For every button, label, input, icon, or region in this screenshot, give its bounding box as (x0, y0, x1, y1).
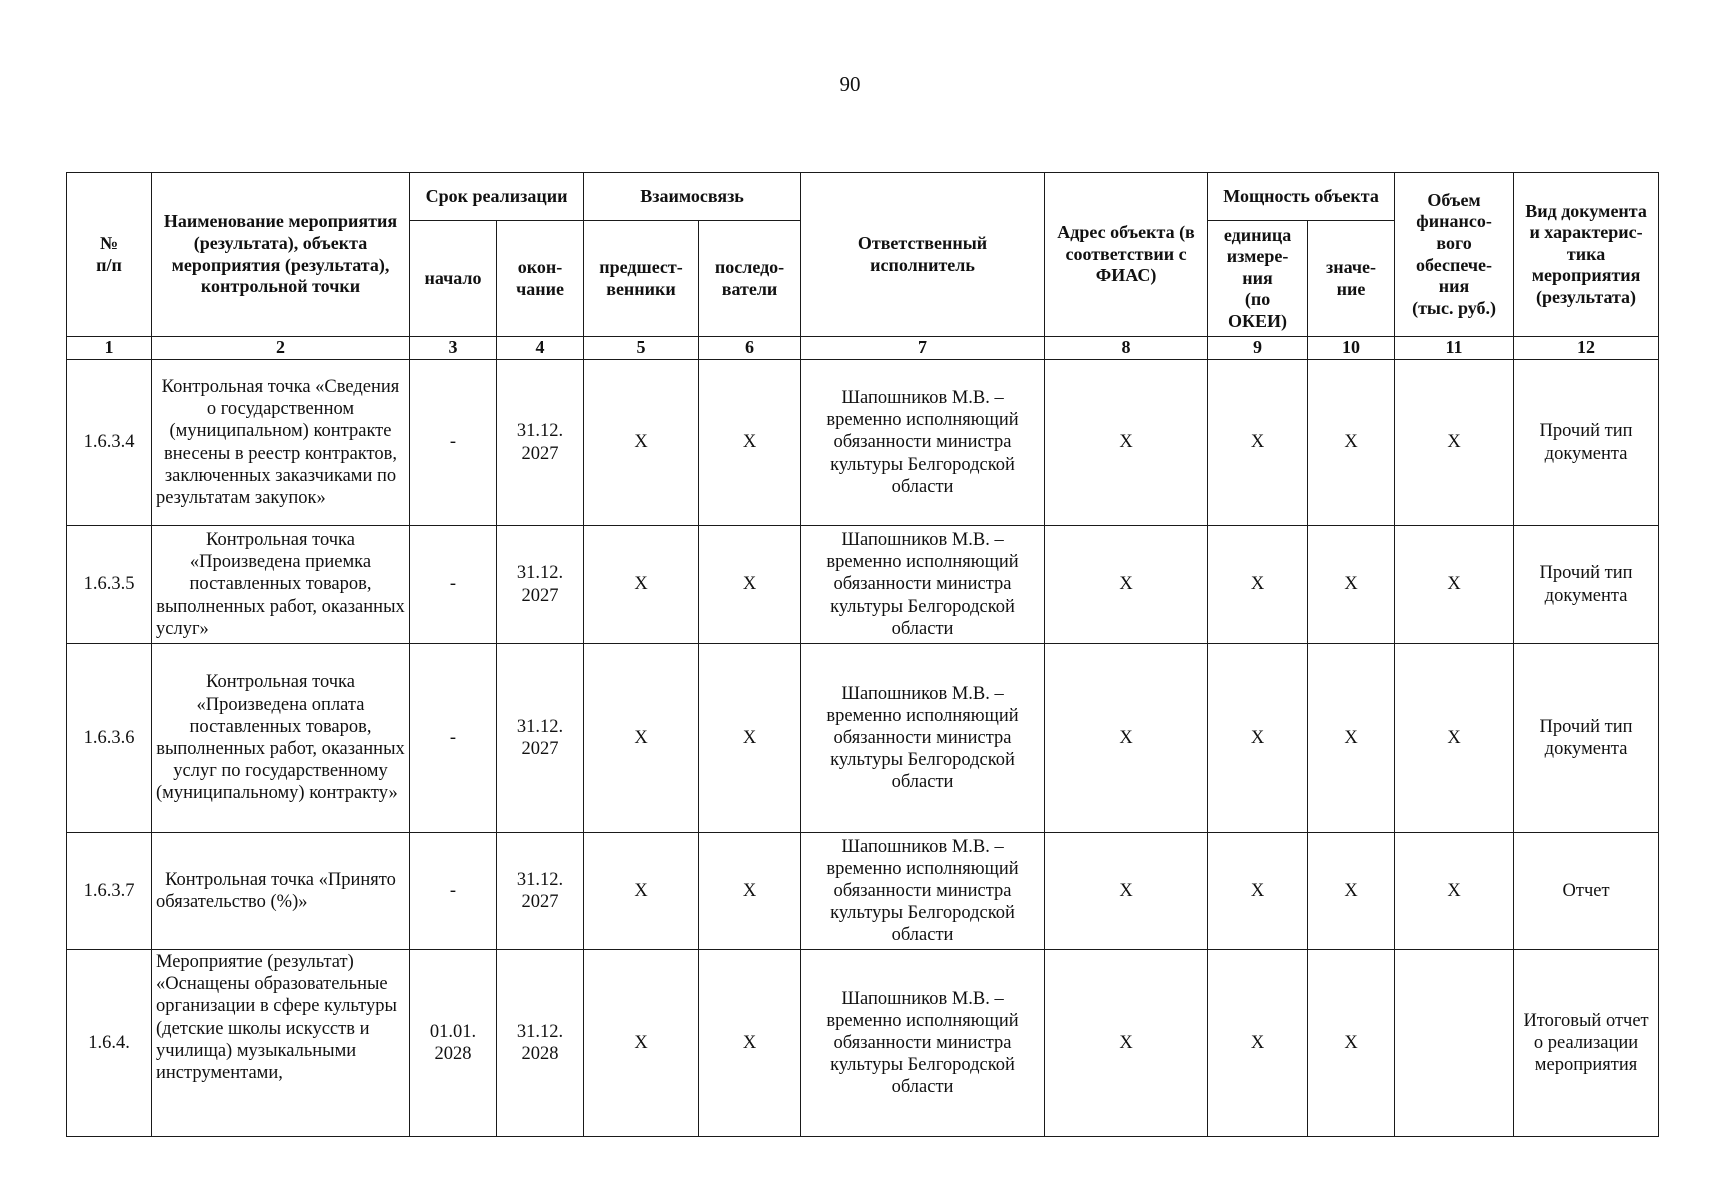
row-address: Х (1045, 526, 1208, 644)
row-unit: Х (1208, 360, 1308, 526)
column-number: 12 (1514, 337, 1659, 360)
row-doc-type: Прочий тип документа (1514, 644, 1659, 833)
row-predecessors: Х (584, 644, 699, 833)
row-doc-type: Прочий тип документа (1514, 360, 1659, 526)
row-start: - (410, 833, 497, 950)
table-row (67, 360, 1659, 526)
row-end: 31.12. 2027 (497, 833, 584, 950)
row-address: Х (1045, 950, 1208, 1137)
row-responsible: Шапошников М.В. – временно исполняющий обязанности министра культуры Белгородской области (801, 644, 1045, 833)
row-number: 1.6.3.4 (67, 360, 152, 526)
header-row-1 (67, 173, 1659, 221)
header-capacity-value: значе- ние (1308, 221, 1395, 337)
row-address: Х (1045, 644, 1208, 833)
row-finance (1395, 950, 1514, 1137)
row-value: Х (1308, 360, 1395, 526)
column-number: 11 (1395, 337, 1514, 360)
row-value: Х (1308, 950, 1395, 1137)
row-finance: Х (1395, 526, 1514, 644)
header-responsible: Ответственный исполнитель (801, 173, 1045, 337)
row-responsible: Шапошников М.В. – временно исполняющий обязанности министра культуры Белгородской области (801, 526, 1045, 644)
row-finance: Х (1395, 360, 1514, 526)
column-number: 6 (699, 337, 801, 360)
header-finance: Объем финансо- вого обеспече- ния (тыс. руб.) (1395, 173, 1514, 337)
header-period: Срок реализации (410, 173, 584, 221)
table-row (67, 526, 1659, 644)
row-predecessors: Х (584, 950, 699, 1137)
header-period-start: начало (410, 221, 497, 337)
row-name: Контрольная точка «Сведения о государственном (муниципальном) контракте внесены в реестр контрактов, заключенных заказчиками по результатам закупок» (152, 360, 410, 526)
row-unit: Х (1208, 526, 1308, 644)
row-value: Х (1308, 526, 1395, 644)
column-number: 8 (1045, 337, 1208, 360)
row-successors: Х (699, 833, 801, 950)
row-number: 1.6.3.5 (67, 526, 152, 644)
row-responsible: Шапошников М.В. – временно исполняющий обязанности министра культуры Белгородской области (801, 360, 1045, 526)
column-number: 1 (67, 337, 152, 360)
row-address: Х (1045, 360, 1208, 526)
row-unit: Х (1208, 644, 1308, 833)
column-number: 9 (1208, 337, 1308, 360)
header-num: № п/п (67, 173, 152, 337)
page-number: 90 (839, 72, 861, 96)
row-name: Контрольная точка «Принято обязательство (%)» (152, 833, 410, 950)
row-doc-type: Прочий тип документа (1514, 526, 1659, 644)
row-successors: Х (699, 360, 801, 526)
row-start: - (410, 526, 497, 644)
row-end: 31.12. 2028 (497, 950, 584, 1137)
row-finance: Х (1395, 644, 1514, 833)
header-relation: Взаимосвязь (584, 173, 801, 221)
header-address: Адрес объекта (в соответствии с ФИАС) (1045, 173, 1208, 337)
table-row (67, 833, 1659, 950)
row-responsible: Шапошников М.В. – временно исполняющий обязанности министра культуры Белгородской области (801, 950, 1045, 1137)
row-value: Х (1308, 644, 1395, 833)
row-name: Контрольная точка «Произведена приемка поставленных товаров, выполненных работ, оказанных услуг» (152, 526, 410, 644)
row-name: Контрольная точка «Произведена оплата поставленных товаров, выполненных работ, оказанных услуг по государственному (муниципальному) контракту» (152, 644, 410, 833)
header-name: Наименование мероприятия (результата), объекта мероприятия (результата), контрольной точки (152, 173, 410, 337)
row-unit: Х (1208, 950, 1308, 1137)
row-responsible: Шапошников М.В. – временно исполняющий обязанности министра культуры Белгородской области (801, 833, 1045, 950)
plan-table (66, 172, 1659, 1137)
column-number: 7 (801, 337, 1045, 360)
row-address: Х (1045, 833, 1208, 950)
row-successors: Х (699, 950, 801, 1137)
row-predecessors: Х (584, 526, 699, 644)
row-end: 31.12. 2027 (497, 526, 584, 644)
table-row (67, 644, 1659, 833)
column-number-row (67, 337, 1659, 360)
column-number: 3 (410, 337, 497, 360)
row-doc-type: Отчет (1514, 833, 1659, 950)
column-number: 4 (497, 337, 584, 360)
column-number: 2 (152, 337, 410, 360)
row-end: 31.12. 2027 (497, 360, 584, 526)
column-number: 5 (584, 337, 699, 360)
header-doc-type: Вид документа и характерис- тика мероприятия (результата) (1514, 173, 1659, 337)
row-successors: Х (699, 644, 801, 833)
row-end: 31.12. 2027 (497, 644, 584, 833)
row-name: Мероприятие (результат) «Оснащены образовательные организации в сфере культуры (детские школы искусств и училища) музыкальными инструментами, (152, 950, 410, 1137)
row-number: 1.6.4. (67, 950, 152, 1137)
table-row (67, 950, 1659, 1137)
row-start: - (410, 644, 497, 833)
row-value: Х (1308, 833, 1395, 950)
row-doc-type: Итоговый отчет о реализации мероприятия (1514, 950, 1659, 1137)
row-start: 01.01. 2028 (410, 950, 497, 1137)
header-capacity-unit: единица измере- ния (по ОКЕИ) (1208, 221, 1308, 337)
column-number: 10 (1308, 337, 1395, 360)
header-relation-succ: последо- ватели (699, 221, 801, 337)
row-finance: Х (1395, 833, 1514, 950)
row-predecessors: Х (584, 360, 699, 526)
header-capacity: Мощность объекта (1208, 173, 1395, 221)
row-number: 1.6.3.7 (67, 833, 152, 950)
row-predecessors: Х (584, 833, 699, 950)
header-period-end: окон- чание (497, 221, 584, 337)
row-start: - (410, 360, 497, 526)
row-unit: Х (1208, 833, 1308, 950)
row-number: 1.6.3.6 (67, 644, 152, 833)
header-relation-pred: предшест- венники (584, 221, 699, 337)
row-successors: Х (699, 526, 801, 644)
